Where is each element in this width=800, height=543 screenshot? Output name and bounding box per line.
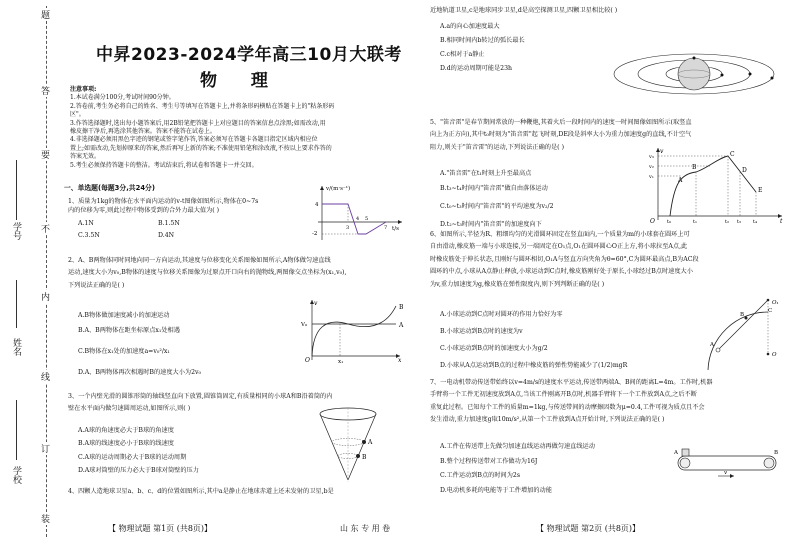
name-label: 姓名 <box>11 338 21 356</box>
option-d[interactable]: D.小球从A点运动到B点的过程中橡皮筋的弹性势能减少了(1/2)mgR <box>440 362 628 369</box>
svg-text:C: C <box>768 308 773 314</box>
option-a[interactable]: A."笛音雷"在t₁时刻上升至最高点 <box>440 170 532 177</box>
option-b[interactable]: B.整个过程传送带对工作做功为16J <box>440 457 538 465</box>
svg-text:v: v <box>724 470 728 476</box>
instruction-item: 3.作答选择题时,选出每小题答案后,用2B铅笔把答题卡上对应题目的答案信息点涂黑;如需改动,用 <box>70 119 326 127</box>
question-text: 重复此过程。已知每个工件的质量m=1kg,与传送带间的动摩擦因数为μ=0.4,工件可视为质点且不会 <box>430 403 705 411</box>
graph-xlabel: t/s <box>392 226 399 232</box>
t-tick: t₃ <box>737 219 742 224</box>
question-text: 2、A、B两物体同时同地向同一方向运动,其速度与位移变化关系图像如图所示,A物体做匀速直线 <box>68 257 331 264</box>
question-text: 发生滑动,重力加速度g取10m/s²,从第一个工件放到A点开始计时,下列说法正确的是( ) <box>430 416 665 424</box>
point-label: E <box>758 187 763 194</box>
margin-mark: 答 <box>39 86 49 95</box>
point-label: D <box>742 167 747 174</box>
option-d[interactable]: D.电动机多耗的电能等于工件增加的动能 <box>440 486 552 494</box>
question-text: 7、一电动机带动传送带始终以v=4m/s的速度水平运动,传送带两端A、B间的距离L=4m。工作时,机器 <box>430 379 713 386</box>
instruction-item: 1.本试卷满分100分,考试时间90分钟。 <box>70 94 175 102</box>
student-id-line <box>16 160 17 220</box>
question-text: 自由滑动,橡皮筋一端与小球连接,另一端固定在O₁点,O₁在圆环圆心O正上方,将小球拉至A点,此 <box>430 243 688 251</box>
instructions-heading: 注意事项: <box>70 86 97 93</box>
question-2-options <box>78 308 298 380</box>
instruction-item: 4.非选择题必须用黑色字迹的钢笔或签字笔作答,答案必须写在答题卡各题目指定区域内相应位 <box>70 136 318 144</box>
margin-mark: 题 <box>39 10 49 19</box>
point-label: C <box>730 151 735 158</box>
option-d[interactable]: D.A球对筒壁的压力必大于B球对筒壁的压力 <box>78 467 199 475</box>
option-b[interactable]: B.相同时间内b转过的弧长最长 <box>440 37 525 44</box>
option-c[interactable]: C.c相对于a静止 <box>440 51 485 58</box>
footer-page-left: 【 物理试题 第1页 (共8页)】 <box>108 524 213 533</box>
question-text: 5、"笛音雷"是春节期间常放的一种鞭炮,其着火后一段时间内的速度一时间图像如图所示(取竖直 <box>430 119 692 126</box>
graph-xtick: 5 <box>365 216 369 222</box>
vt-graph-q5 <box>648 144 788 224</box>
question-text: 向上为正方向),其中t₀时刻为"笛音雷"起飞时刻,DE段是斜率大小为重力加速度g的直线,不计空气 <box>430 131 692 139</box>
graph-ytick: 4 <box>315 202 319 208</box>
option-c[interactable]: C.B物体在x₁处的加速度a=v₀²/x₁ <box>78 348 170 355</box>
graph-xtick: 4 <box>356 216 360 222</box>
option-b[interactable]: B.A球的线速度必小于B球的线速度 <box>78 440 174 448</box>
question-7-options <box>440 440 680 498</box>
exam-title: 中昇2023-2024学年高三10月大联考 <box>96 45 402 65</box>
graph-ytick: -2 <box>312 231 318 237</box>
question-6-options <box>440 306 700 374</box>
option-d[interactable]: D.A、B两物体再次相遇时B的速度大小为2v₀ <box>78 369 201 376</box>
student-id-label: 学号 <box>11 222 21 240</box>
question-text: 阻力,则关于"笛音雷"的运动,下列说法正确的是( ) <box>430 143 564 151</box>
instruction-item: 答案无效。 <box>70 153 101 161</box>
t-tick: t₄ <box>753 219 758 224</box>
question-text: 为v,重力加速度为g,橡皮筋在弹性限度内,则下列判断正确的是( ) <box>430 280 605 288</box>
option-c[interactable]: C.工件运动到B点的时间为2s <box>440 472 521 479</box>
option-a[interactable]: A.小球运动到C点时对圆环的作用力恰好为零 <box>440 311 563 318</box>
question-2 <box>68 256 404 290</box>
question-text: 近地轨道卫星,c是地球同步卫星,d是高空探测卫星,四颗卫星相比较( ) <box>430 7 618 14</box>
option-d[interactable]: D.t₂~t₃时间内"笛音雷"的加速度向下 <box>440 221 542 228</box>
graph-xtick: 7 <box>384 225 388 231</box>
option-a[interactable]: A.a的向心加速度最大 <box>440 23 500 30</box>
option-a[interactable]: A.B物体做加速度减小的加速运动 <box>78 312 170 319</box>
point-label: A <box>678 177 683 184</box>
v-tick: v₁ <box>649 174 654 180</box>
question-text: 壁在水平面内做匀速圆周运动,如图所示,则( ) <box>68 405 191 413</box>
question-7 <box>430 378 790 425</box>
graph-xtick: 3 <box>346 225 350 231</box>
question-text: 1、质量为1kg的物体在水平面内运动的v-t图像如图所示,物体在0~7s <box>68 198 259 205</box>
question-text: 下列说法正确的是( ) <box>68 281 125 289</box>
instructions <box>70 86 400 170</box>
name-line <box>16 280 17 328</box>
question-3-options <box>78 424 298 478</box>
v-tick: v₃ <box>649 154 654 160</box>
satellite-orbits-diagram <box>612 28 782 108</box>
option-c[interactable]: C.小球运动到B点时的加速度大小为g/2 <box>440 345 548 352</box>
option-a[interactable]: A.1N <box>78 219 94 227</box>
graph-v0: V₀ <box>301 322 308 328</box>
ring-diagram-q6 <box>702 294 788 374</box>
graph-origin: O <box>305 357 310 364</box>
school-label: 学校 <box>11 466 21 484</box>
option-c[interactable]: C.A球的运动周期必大于B球的运动周期 <box>78 453 187 461</box>
exam-subject: 物 理 <box>200 71 282 91</box>
svg-text:A: A <box>674 450 678 456</box>
margin-mark: 线 <box>39 372 49 381</box>
margin-mark: 要 <box>39 150 49 159</box>
instruction-item: 区"。 <box>70 111 85 119</box>
options <box>68 231 308 240</box>
option-c[interactable]: C.3.5N <box>78 232 100 240</box>
instruction-item: 橡皮擦干净后,再选涂其他答案。答案不能答在试卷上。 <box>70 128 216 136</box>
question-text: 圆环的中点,小球从A点静止释放,小球运动到C点时,橡皮筋刚好处于原长,小球经过B点时速度大小 <box>430 268 693 276</box>
question-text: 3、一个内壁光滑的圆锥形筒的轴线竖直向下放置,圆锥筒固定,有质量相同的小球A和B沿着筒的内 <box>68 393 333 400</box>
graph-label-b: B <box>399 304 404 311</box>
t-tick: t₁ <box>693 219 698 224</box>
v-tick: v₂ <box>649 164 654 170</box>
binding-margin <box>0 0 60 543</box>
svg-text:B: B <box>774 450 779 456</box>
question-text: 时橡皮筋处于伸长状态,且刚好与圆环相切,O₁A与竖直方向夹角为θ=60°,C为圆环最高点,B为AC段 <box>430 255 699 263</box>
question-4 <box>68 487 404 496</box>
graph-xlabel: t <box>780 218 783 224</box>
margin-mark: 装 <box>39 514 49 523</box>
section-heading: 一、单选题(每题3分,共24分) <box>64 184 155 192</box>
instruction-item: 5.考生必须保持答题卡的整洁。考试结束后,将试卷和答题卡一并交回。 <box>70 161 258 169</box>
question-4-options <box>440 20 640 76</box>
graph-x1: x₁ <box>338 359 344 364</box>
question-text: 6、如图所示,半径为R、粗细均匀的光滑圆环固定在竖直面内,一个质量为m的小球套在圆环上可 <box>430 231 690 238</box>
option-b[interactable]: B.小球运动到B点时的速度为v <box>440 328 523 335</box>
svg-text:B: B <box>740 312 745 318</box>
margin-mark: 订 <box>39 444 49 453</box>
instruction-item: 2.答卷前,考生务必将自己的姓名、考生号等填写在答题卡上,并将条形码横贴在答题卡上的"粘条形码 <box>70 102 335 110</box>
svg-text:O₁: O₁ <box>772 300 779 306</box>
question-text: 4、四颗人造地球卫星a、b、c、d的位置如图所示,其中a是静止在地球赤道上还未发射的卫星,b是 <box>68 488 334 495</box>
option-c[interactable]: C.t₀~t₃时间内"笛音雷"的平均速度为v₂/2 <box>440 203 554 210</box>
school-line <box>16 400 17 460</box>
svg-text:A: A <box>710 342 714 348</box>
option-b[interactable]: B.1.5N <box>158 219 180 227</box>
conveyor-diagram-q7 <box>672 444 782 480</box>
question-6 <box>430 230 790 289</box>
cone-diagram-q3 <box>314 404 384 484</box>
question-5-options <box>440 166 660 232</box>
option-d[interactable]: D.4N <box>158 232 175 240</box>
graph-ylabel: v <box>660 148 664 155</box>
option-b[interactable]: B.t₃~t₄时间内"笛音雷"做自由落体运动 <box>440 185 548 192</box>
vx-graph-q2 <box>300 296 410 364</box>
point-label: B <box>692 164 697 171</box>
option-b[interactable]: B.A、B两物体在距坐标原点x₁处相遇 <box>78 327 180 334</box>
footer-page-right: 【 物理试题 第2页 (共8页)】 <box>536 524 641 533</box>
options <box>68 219 308 228</box>
graph-origin: O <box>650 218 655 224</box>
question-text: 手臂将一个工件无初速度放到A点,当该工件刚离开B点时,机器手臂将下一个工件放到A点,之后不断 <box>430 391 697 399</box>
margin-mark: 不 <box>39 224 49 233</box>
question-text: 内的位移为零,则此过程中物体受到的合外力最大值为( ) <box>68 207 220 215</box>
ball-a-label: A <box>368 439 373 446</box>
question-1 <box>68 197 308 241</box>
graph-ylabel: v <box>314 300 318 307</box>
vt-graph-q1 <box>308 182 408 244</box>
instruction-item: 置上;如需改动,先划掉原来的答案,然后再写上新的答案;不准使用铅笔和涂改液,不按以上要求作答的 <box>70 144 332 152</box>
option-d[interactable]: D.d的运动周期可能是23h <box>440 65 513 72</box>
question-text: 运动,速度大小为v₀,B物体的速度与位移关系图像为过原点开口向右的抛物线,两图像交点坐标为(x₁,v₀), <box>68 269 347 277</box>
question-4-continued <box>430 6 670 15</box>
graph-ylabel: v/(m·s⁻¹) <box>326 186 351 192</box>
ball-b-label: B <box>362 454 367 461</box>
t-tick: t₀ <box>667 219 672 224</box>
option-a[interactable]: A.工件在传送带上先做匀加速直线运动再做匀速直线运动 <box>440 443 595 450</box>
option-a[interactable]: A.A球的角速度必大于B球的角速度 <box>78 427 174 434</box>
margin-mark: 内 <box>39 292 49 301</box>
t-tick: t₂ <box>725 219 730 224</box>
svg-text:O: O <box>772 352 777 358</box>
footer-middle: 山 东 专 用 卷 <box>340 524 391 533</box>
graph-xlabel: x <box>398 357 402 364</box>
graph-label-a: A <box>399 322 404 329</box>
